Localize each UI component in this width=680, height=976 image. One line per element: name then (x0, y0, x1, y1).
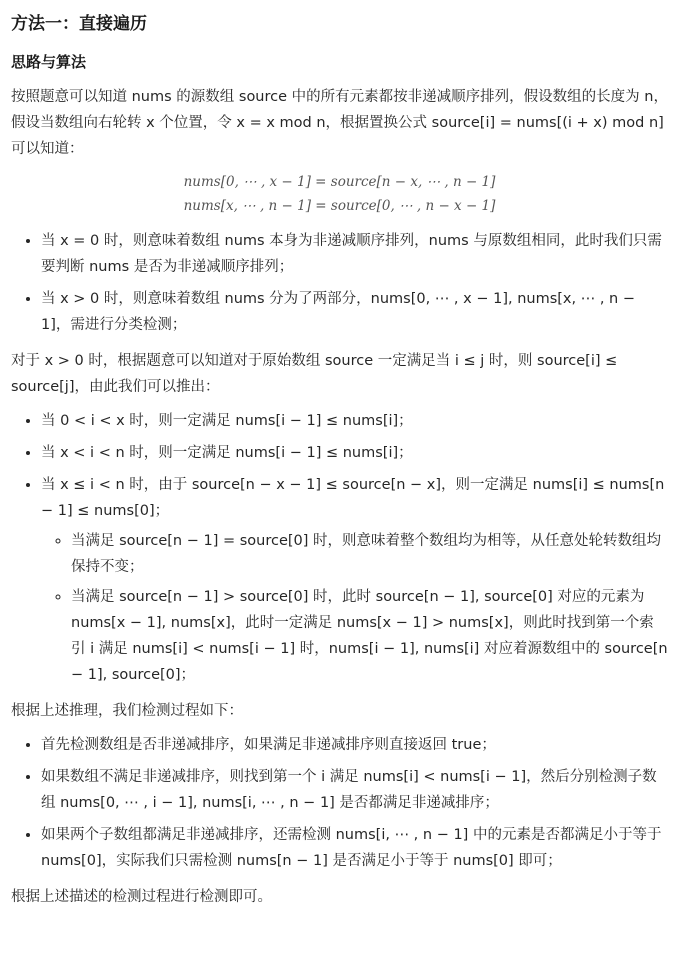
intro-paragraph: 按照题意可以知道 nums 的源数组 source 中的所有元素都按非递减顺序排列，假设数组的长度为 n，假设当数组向右轮转 x 个位置，令 x = x mod n，根据置换公式 source[i] = nums[(i + x) mod n] 可以知道： (11, 89, 668, 157)
process-list (11, 732, 668, 874)
list-item: • 当 x > 0 时，则意味着数组 nums 分为了两部分，nums[0, ⋯ , x − 1], nums[x, ⋯ , n − 1]，需进行分类检测； (41, 286, 668, 338)
case-list (11, 228, 668, 338)
conclusion-paragraph: 根据上述描述的检测过程进行检测即可。 (11, 889, 272, 905)
derive-list (11, 408, 668, 688)
formula-line: nums[0, ⋯ , x − 1] = source[n − x, ⋯ , n − 1] (183, 174, 496, 190)
section-subtitle: 思路与算法 (11, 53, 87, 71)
derive-paragraph: 对于 x > 0 时，根据题意可以知道对于原始数组 source 一定满足当 i ≤ j 时，则 source[i] ≤ source[j]，由此我们可以推出： (11, 353, 618, 395)
list-item: • 如果两个子数组都满足非递减排序，还需检测 nums[i, ⋯ , n − 1] 中的元素是否都满足小于等于 nums[0]，实际我们只需检测 nums[n − 1] 是否满足小于等于 nums[0] 即可； (41, 822, 668, 874)
list-item: • 首先检测数组是否非递减排序，如果满足非递减排序则直接返回 true； (41, 732, 668, 758)
list-item: • 当 0 < i < x 时，则一定满足 nums[i − 1] ≤ nums[i]； (41, 408, 668, 434)
section-title: 方法一：直接遍历 (11, 14, 147, 34)
list-item: • 当 x < i < n 时，则一定满足 nums[i − 1] ≤ nums[i]； (41, 440, 668, 466)
formula-line: nums[x, ⋯ , n − 1] = source[0, ⋯ , n − x − 1] (183, 198, 496, 214)
list-item: • 当 x = 0 时，则意味着数组 nums 本身为非递减顺序排列，nums 与原数组相同，此时我们只需要判断 nums 是否为非递减顺序排列； (41, 228, 668, 280)
list-item-text: 当 x ≤ i < n 时，由于 source[n − x − 1] ≤ source[n − x]，则一定满足 nums[i] ≤ nums[n − 1] ≤ nums[0]； (41, 477, 665, 519)
list-item: • 如果数组不满足非递减排序，则找到第一个 i 满足 nums[i] < nums[i − 1]，然后分别检测子数组 nums[0, ⋯ , i − 1], nums[i, ⋯ , n − 1] 是否都满足非递减排序； (41, 764, 668, 816)
process-intro: 根据上述推理，我们检测过程如下： (11, 703, 243, 719)
sub-list-item: ◦ 当满足 source[n − 1] > source[0] 时，此时 source[n − 1], source[0] 对应的元素为 nums[x − 1], nums[x]，此时一定满足 nums[x − 1] > nums[x]，则此时找到第一个索引 i 满足 nums[i] < nums[i − 1] 时，nums[i − 1], nums[i] 对应着源数组中的 source[n − 1], source[0]； (71, 584, 668, 688)
list-item (41, 472, 668, 688)
sub-list-item: ◦ 当满足 source[n − 1] = source[0] 时，则意味着整个数组均为相等，从任意处轮转数组均保持不变； (71, 528, 668, 580)
formula-block (11, 170, 668, 218)
sub-list (41, 528, 668, 688)
